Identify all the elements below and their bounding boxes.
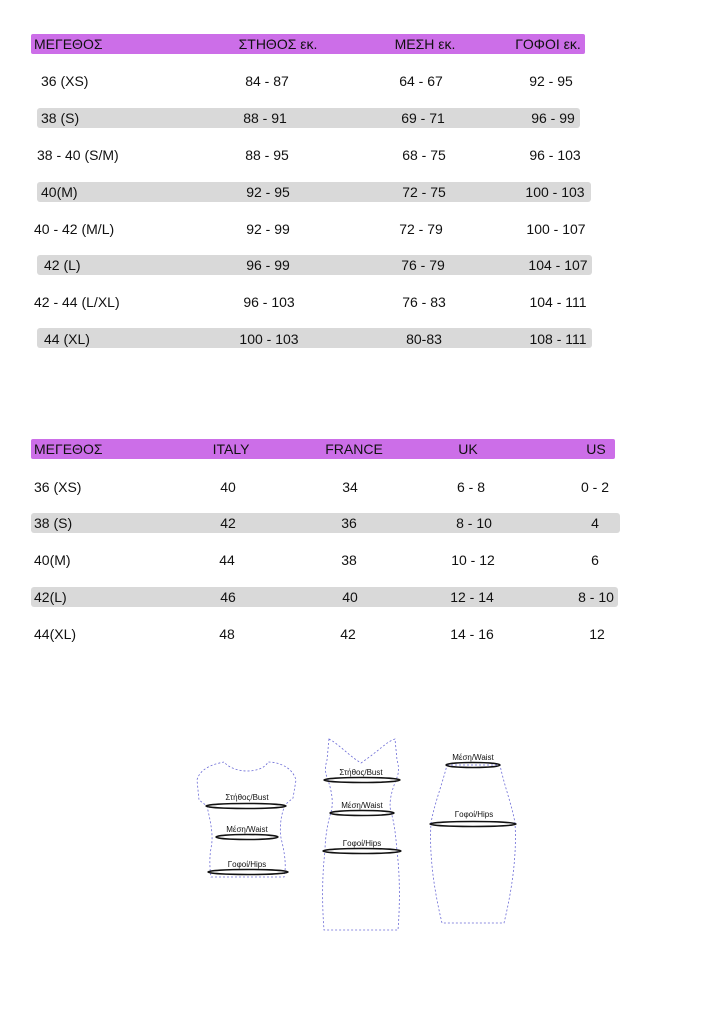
- blouse-hips-label: Γοφοί/Hips: [227, 860, 267, 869]
- table2-cell: 12: [589, 626, 605, 642]
- table2-cell: 48: [219, 626, 235, 642]
- blouse-waist-label: Μέση/Waist: [226, 825, 268, 834]
- table2-cell: 34: [342, 479, 358, 495]
- table1-cell: 96 - 99: [246, 257, 290, 273]
- table1-cell: 64 - 67: [399, 73, 443, 89]
- table2-cell: 44(XL): [34, 626, 77, 642]
- table1-cell: 42 (L): [44, 257, 81, 273]
- table2-cell: 40: [220, 479, 236, 495]
- table1-cell: 100 - 103: [525, 184, 585, 200]
- table2-header-france: FRANCE: [325, 441, 383, 457]
- skirt-figure: [430, 753, 516, 923]
- dress-bust-label: Στήθος/Bust: [339, 768, 383, 777]
- table2-cell: 10 - 12: [451, 552, 495, 568]
- table1-cell: 40 - 42 (M/L): [34, 221, 115, 237]
- table2-header-italy: ITALY: [212, 441, 250, 457]
- table1-cell: 36 (XS): [41, 73, 89, 89]
- table2-cell: 6: [591, 552, 599, 568]
- table1-header-waist: ΜΕΣΗ εκ.: [394, 36, 456, 52]
- table1-cell: 108 - 111: [529, 331, 587, 347]
- table1-cell: 76 - 83: [402, 294, 446, 310]
- table1-cell: 96 - 103: [529, 147, 581, 163]
- table2-header-us: US: [586, 441, 606, 457]
- table2-cell: 0 - 2: [580, 479, 610, 495]
- table1-cell: 69 - 71: [401, 110, 445, 126]
- dress-waist-label: Μέση/Waist: [341, 801, 383, 810]
- table1-cell: 92 - 95: [529, 73, 573, 89]
- table1-cell: 80-83: [406, 331, 442, 347]
- table1-cell: 88 - 95: [245, 147, 289, 163]
- table1-cell: 42 - 44 (L/XL): [34, 294, 120, 310]
- table1-header-size: ΜΕΓΕΘΟΣ: [34, 36, 103, 52]
- table1-cell: 72 - 79: [399, 221, 443, 237]
- table2-cell: 40(M): [34, 552, 71, 568]
- table2-header-size: ΜΕΓΕΘΟΣ: [34, 441, 103, 457]
- table1-cell: 92 - 99: [246, 221, 290, 237]
- table1-cell: 40(M): [41, 184, 78, 200]
- table2-cell: 12 - 14: [450, 589, 494, 605]
- table2-cell: 40: [342, 589, 358, 605]
- table1-cell: 100 - 107: [526, 221, 586, 237]
- table2-cell: 46: [220, 589, 236, 605]
- table2-cell: 36: [341, 515, 357, 531]
- table2-cell: 38 (S): [34, 515, 73, 531]
- table1-cell: 76 - 79: [401, 257, 445, 273]
- table2-cell: 4: [591, 515, 599, 531]
- table2-cell: 42: [220, 515, 236, 531]
- table1-cell: 88 - 91: [243, 110, 287, 126]
- skirt-waist-label: Μέση/Waist: [452, 753, 494, 762]
- table2-cell: 14 - 16: [450, 626, 494, 642]
- table1-cell: 84 - 87: [245, 73, 289, 89]
- blouse-figure: [197, 762, 296, 877]
- table1-cell: 68 - 75: [402, 147, 446, 163]
- table1-cell: 38 - 40 (S/M): [37, 147, 119, 163]
- skirt-hips-label: Γοφοί/Hips: [454, 810, 494, 819]
- table2-cell: 8 - 10: [578, 589, 614, 605]
- dress-hips-label: Γοφοί/Hips: [342, 839, 382, 848]
- table2-cell: 8 - 10: [456, 515, 492, 531]
- table1-cell: 92 - 95: [246, 184, 290, 200]
- table2-cell: 42: [340, 626, 356, 642]
- table2-cell: 36 (XS): [34, 479, 82, 495]
- table2-header-uk: UK: [458, 441, 478, 457]
- table2-cell: 42(L): [34, 589, 67, 605]
- dress-figure: [323, 739, 401, 930]
- table2-cell: 6 - 8: [456, 479, 486, 495]
- blouse-bust-label: Στήθος/Bust: [225, 793, 269, 802]
- table1-cell: 44 (XL): [44, 331, 90, 347]
- table1-header-hips: ΓΟΦΟΙ εκ.: [515, 36, 581, 52]
- table1-cell: 96 - 99: [531, 110, 575, 126]
- table2-cell: 38: [341, 552, 357, 568]
- table1-header-bust: ΣΤΗΘΟΣ εκ.: [238, 36, 318, 52]
- table1-cell: 104 - 111: [529, 294, 587, 310]
- table1-cell: 100 - 103: [239, 331, 299, 347]
- table1-cell: 38 (S): [41, 110, 80, 126]
- table2-cell: 44: [219, 552, 235, 568]
- table1-cell: 96 - 103: [243, 294, 295, 310]
- table1-cell: 72 - 75: [402, 184, 446, 200]
- table1-cell: 104 - 107: [528, 257, 588, 273]
